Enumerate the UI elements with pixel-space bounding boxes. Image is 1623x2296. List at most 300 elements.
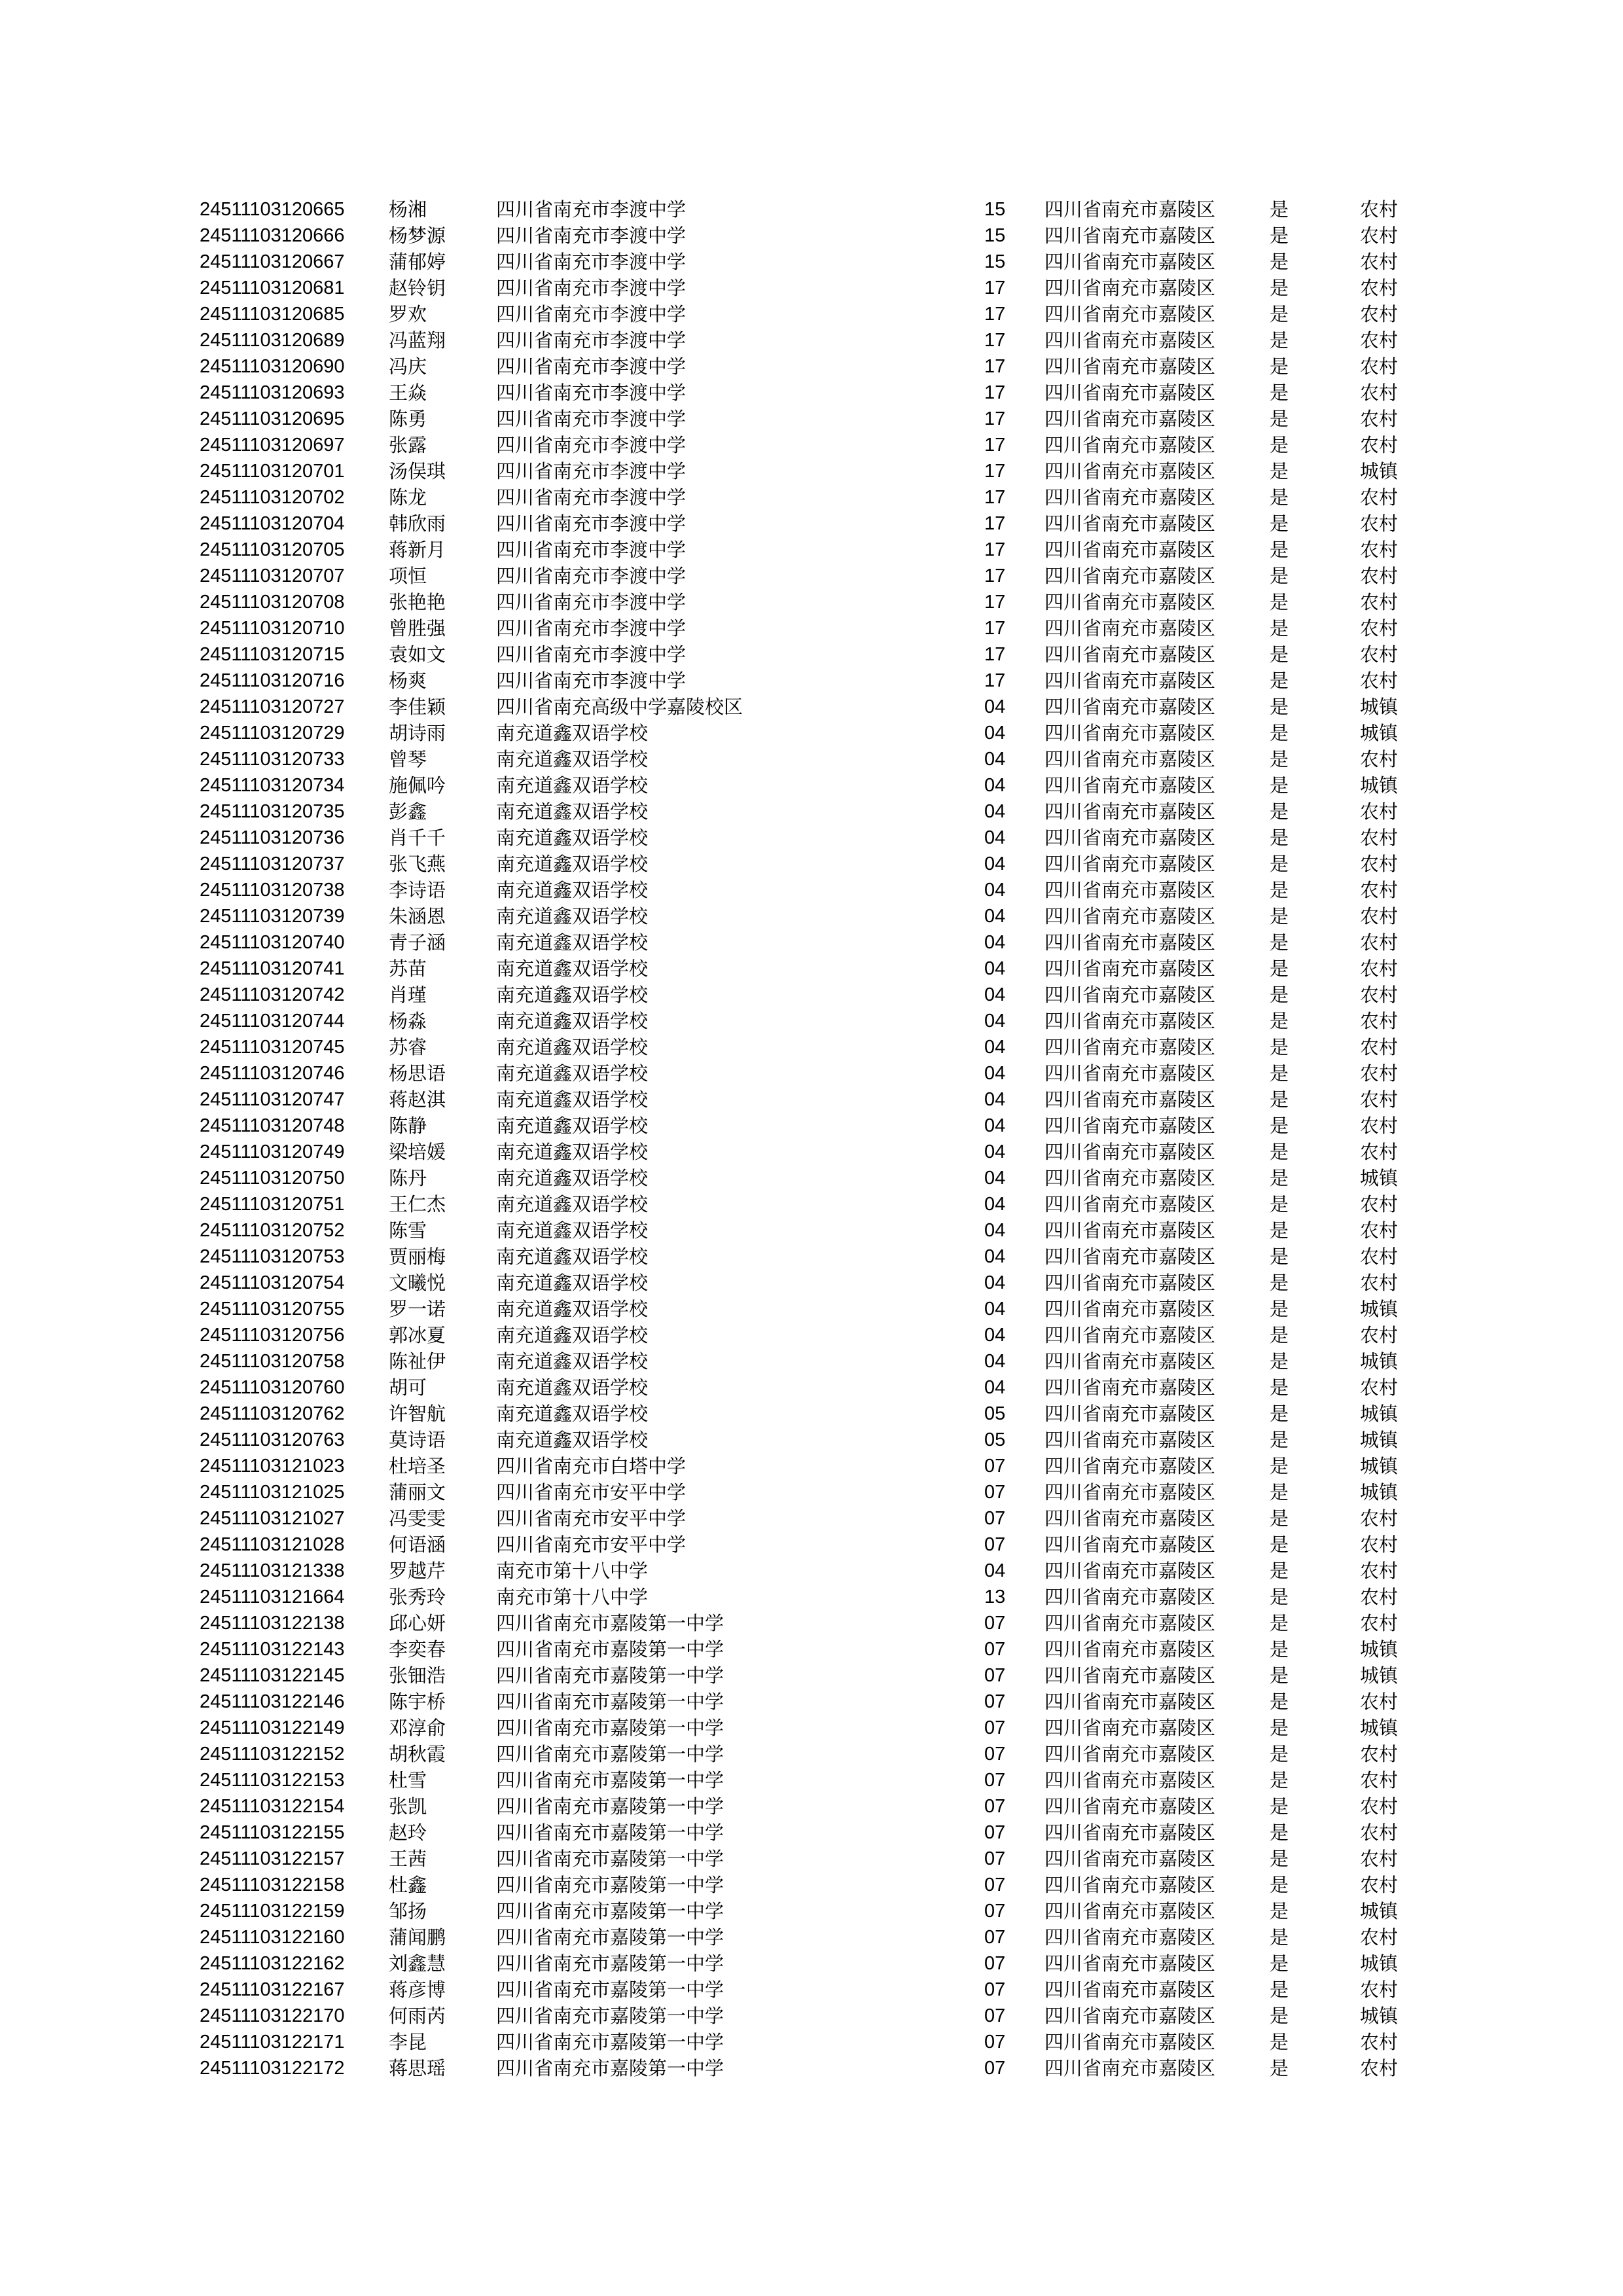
table-row [200, 982, 1425, 1008]
exam-id-cell: 24511103120749 [200, 1141, 345, 1162]
table-row [200, 1872, 1425, 1898]
student-name-cell: 曾胜强 [389, 617, 446, 639]
student-name-cell: 陈静 [389, 1115, 427, 1137]
category-code-cell: 04 [984, 1115, 1006, 1136]
school-name-cell: 南充道鑫双语学校 [496, 905, 649, 927]
school-name-cell: 南充道鑫双语学校 [496, 827, 649, 849]
school-name-cell: 四川省南充市李渡中学 [496, 408, 687, 430]
residence-type-cell: 农村 [1360, 1795, 1399, 1818]
region-cell: 四川省南充市嘉陵区 [1044, 1455, 1216, 1477]
school-name-cell: 四川省南充市李渡中学 [496, 643, 687, 666]
table-row [200, 1820, 1425, 1846]
residence-type-cell: 城镇 [1360, 1900, 1399, 1922]
exam-id-cell: 24511103120695 [200, 408, 345, 429]
category-code-cell: 07 [984, 1744, 1006, 1765]
student-name-cell: 张凯 [389, 1795, 427, 1818]
residence-type-cell: 农村 [1360, 303, 1399, 325]
school-name-cell: 四川省南充市嘉陵第一中学 [496, 1769, 724, 1791]
exam-id-cell: 24511103121028 [200, 1534, 345, 1555]
student-name-cell: 贾丽梅 [389, 1246, 446, 1268]
student-name-cell: 冯蓝翔 [389, 329, 446, 351]
student-name-cell: 王仁杰 [389, 1193, 446, 1215]
student-name-cell: 肖千千 [389, 827, 446, 849]
category-code-cell: 17 [984, 487, 1006, 508]
category-code-cell: 07 [984, 2005, 1006, 2026]
category-code-cell: 15 [984, 251, 1006, 272]
exam-id-cell: 24511103120667 [200, 251, 345, 272]
exam-id-cell: 24511103122152 [200, 1744, 345, 1765]
eligibility-flag-cell: 是 [1270, 591, 1289, 613]
eligibility-flag-cell: 是 [1270, 1167, 1289, 1189]
table-row [200, 1008, 1425, 1034]
student-name-cell: 肖瑾 [389, 984, 427, 1006]
category-code-cell: 17 [984, 382, 1006, 403]
school-name-cell: 南充道鑫双语学校 [496, 722, 649, 744]
residence-type-cell: 农村 [1360, 591, 1399, 613]
table-row [200, 1296, 1425, 1322]
school-name-cell: 四川省南充市嘉陵第一中学 [496, 1926, 724, 1948]
table-row [200, 406, 1425, 432]
student-name-cell: 杨湘 [389, 198, 427, 221]
region-cell: 四川省南充市嘉陵区 [1044, 303, 1216, 325]
exam-id-cell: 24511103120681 [200, 278, 345, 298]
eligibility-flag-cell: 是 [1270, 1691, 1289, 1713]
category-code-cell: 17 [984, 644, 1006, 665]
region-cell: 四川省南充市嘉陵区 [1044, 1010, 1216, 1032]
student-list-table [200, 196, 1425, 2081]
residence-type-cell: 农村 [1360, 486, 1399, 509]
table-row [200, 1793, 1425, 1820]
exam-id-cell: 24511103121027 [200, 1508, 345, 1529]
eligibility-flag-cell: 是 [1270, 1115, 1289, 1137]
school-name-cell: 南充市第十八中学 [496, 1560, 649, 1582]
category-code-cell: 04 [984, 1272, 1006, 1293]
region-cell: 四川省南充市嘉陵区 [1044, 1272, 1216, 1294]
region-cell: 四川省南充市嘉陵区 [1044, 1821, 1216, 1844]
region-cell: 四川省南充市嘉陵区 [1044, 1350, 1216, 1372]
school-name-cell: 南充道鑫双语学校 [496, 1141, 649, 1163]
residence-type-cell: 农村 [1360, 1874, 1399, 1896]
student-name-cell: 陈雪 [389, 1219, 427, 1242]
student-name-cell: 陈丹 [389, 1167, 427, 1189]
table-row [200, 1217, 1425, 1244]
residence-type-cell: 农村 [1360, 1376, 1399, 1399]
table-row [200, 641, 1425, 668]
eligibility-flag-cell: 是 [1270, 643, 1289, 666]
exam-id-cell: 24511103122157 [200, 1848, 345, 1869]
residence-type-cell: 农村 [1360, 382, 1399, 404]
exam-id-cell: 24511103120710 [200, 618, 345, 639]
eligibility-flag-cell: 是 [1270, 434, 1289, 456]
student-name-cell: 苏睿 [389, 1036, 427, 1058]
category-code-cell: 07 [984, 1717, 1006, 1738]
residence-type-cell: 农村 [1360, 251, 1399, 273]
exam-id-cell: 24511103120727 [200, 696, 345, 717]
category-code-cell: 04 [984, 1299, 1006, 1319]
table-row [200, 563, 1425, 589]
eligibility-flag-cell: 是 [1270, 408, 1289, 430]
category-code-cell: 15 [984, 225, 1006, 246]
region-cell: 四川省南充市嘉陵区 [1044, 2031, 1216, 2053]
table-row [200, 1636, 1425, 1662]
eligibility-flag-cell: 是 [1270, 1612, 1289, 1634]
table-row [200, 1741, 1425, 1767]
region-cell: 四川省南充市嘉陵区 [1044, 512, 1216, 535]
exam-id-cell: 24511103120665 [200, 199, 345, 220]
category-code-cell: 17 [984, 565, 1006, 586]
table-row [200, 825, 1425, 851]
eligibility-flag-cell: 是 [1270, 1507, 1289, 1530]
residence-type-cell: 农村 [1360, 1691, 1399, 1713]
exam-id-cell: 24511103120735 [200, 801, 345, 822]
student-name-cell: 邹扬 [389, 1900, 427, 1922]
student-name-cell: 赵玲 [389, 1821, 427, 1844]
school-name-cell: 四川省南充市白塔中学 [496, 1455, 687, 1477]
student-name-cell: 胡可 [389, 1376, 427, 1399]
exam-id-cell: 24511103120763 [200, 1429, 345, 1450]
eligibility-flag-cell: 是 [1270, 1010, 1289, 1032]
school-name-cell: 南充道鑫双语学校 [496, 958, 649, 980]
school-name-cell: 四川省南充市李渡中学 [496, 277, 687, 299]
student-name-cell: 杨思语 [389, 1062, 446, 1085]
residence-type-cell: 农村 [1360, 1507, 1399, 1530]
region-cell: 四川省南充市嘉陵区 [1044, 1167, 1216, 1189]
category-code-cell: 17 [984, 435, 1006, 456]
school-name-cell: 四川省南充市李渡中学 [496, 539, 687, 561]
region-cell: 四川省南充市嘉陵区 [1044, 251, 1216, 273]
student-name-cell: 赵铃钥 [389, 277, 446, 299]
residence-type-cell: 农村 [1360, 1769, 1399, 1791]
eligibility-flag-cell: 是 [1270, 800, 1289, 823]
category-code-cell: 15 [984, 199, 1006, 220]
region-cell: 四川省南充市嘉陵区 [1044, 1062, 1216, 1085]
region-cell: 四川省南充市嘉陵区 [1044, 748, 1216, 770]
student-name-cell: 陈勇 [389, 408, 427, 430]
residence-type-cell: 城镇 [1360, 1664, 1399, 1687]
exam-id-cell: 24511103120708 [200, 592, 345, 613]
school-name-cell: 四川省南充市嘉陵第一中学 [496, 1952, 724, 1975]
region-cell: 四川省南充市嘉陵区 [1044, 2057, 1216, 2079]
category-code-cell: 04 [984, 696, 1006, 717]
exam-id-cell: 24511103120734 [200, 775, 345, 796]
eligibility-flag-cell: 是 [1270, 748, 1289, 770]
school-name-cell: 四川省南充高级中学嘉陵校区 [496, 696, 743, 718]
residence-type-cell: 城镇 [1360, 1717, 1399, 1739]
eligibility-flag-cell: 是 [1270, 565, 1289, 587]
region-cell: 四川省南充市嘉陵区 [1044, 1507, 1216, 1530]
student-name-cell: 冯庆 [389, 355, 427, 378]
eligibility-flag-cell: 是 [1270, 1717, 1289, 1739]
residence-type-cell: 农村 [1360, 879, 1399, 901]
student-name-cell: 张艳艳 [389, 591, 446, 613]
residence-type-cell: 城镇 [1360, 696, 1399, 718]
school-name-cell: 四川省南充市李渡中学 [496, 434, 687, 456]
region-cell: 四川省南充市嘉陵区 [1044, 1403, 1216, 1425]
residence-type-cell: 城镇 [1360, 1455, 1399, 1477]
eligibility-flag-cell: 是 [1270, 382, 1289, 404]
school-name-cell: 四川省南充市嘉陵第一中学 [496, 2057, 724, 2079]
category-code-cell: 04 [984, 801, 1006, 822]
exam-id-cell: 24511103122162 [200, 1953, 345, 1974]
category-code-cell: 17 [984, 461, 1006, 482]
category-code-cell: 04 [984, 1325, 1006, 1346]
category-code-cell: 04 [984, 1063, 1006, 1084]
school-name-cell: 南充道鑫双语学校 [496, 1088, 649, 1111]
exam-id-cell: 24511103120693 [200, 382, 345, 403]
category-code-cell: 05 [984, 1403, 1006, 1424]
eligibility-flag-cell: 是 [1270, 1874, 1289, 1896]
school-name-cell: 南充道鑫双语学校 [496, 1219, 649, 1242]
school-name-cell: 南充道鑫双语学校 [496, 1429, 649, 1451]
region-cell: 四川省南充市嘉陵区 [1044, 224, 1216, 247]
table-row [200, 1767, 1425, 1793]
table-row [200, 1139, 1425, 1165]
exam-id-cell: 24511103121338 [200, 1560, 345, 1581]
category-code-cell: 04 [984, 1377, 1006, 1398]
region-cell: 四川省南充市嘉陵区 [1044, 1246, 1216, 1268]
student-name-cell: 杨梦源 [389, 224, 446, 247]
eligibility-flag-cell: 是 [1270, 224, 1289, 247]
exam-id-cell: 24511103120704 [200, 513, 345, 534]
table-row [200, 1584, 1425, 1610]
school-name-cell: 南充道鑫双语学校 [496, 1036, 649, 1058]
region-cell: 四川省南充市嘉陵区 [1044, 1036, 1216, 1058]
student-name-cell: 陈宇桥 [389, 1691, 446, 1713]
exam-id-cell: 24511103120736 [200, 827, 345, 848]
residence-type-cell: 农村 [1360, 1586, 1399, 1608]
residence-type-cell: 农村 [1360, 1062, 1399, 1085]
region-cell: 四川省南充市嘉陵区 [1044, 277, 1216, 299]
student-name-cell: 张露 [389, 434, 427, 456]
category-code-cell: 17 [984, 356, 1006, 377]
category-code-cell: 04 [984, 1011, 1006, 1031]
eligibility-flag-cell: 是 [1270, 905, 1289, 927]
region-cell: 四川省南充市嘉陵区 [1044, 1848, 1216, 1870]
student-name-cell: 文曦悦 [389, 1272, 446, 1294]
region-cell: 四川省南充市嘉陵区 [1044, 1376, 1216, 1399]
exam-id-cell: 24511103122158 [200, 1874, 345, 1895]
region-cell: 四川省南充市嘉陵区 [1044, 355, 1216, 378]
region-cell: 四川省南充市嘉陵区 [1044, 643, 1216, 666]
exam-id-cell: 24511103122167 [200, 1979, 345, 2000]
table-row [200, 1898, 1425, 1924]
region-cell: 四川省南充市嘉陵区 [1044, 1769, 1216, 1791]
school-name-cell: 南充道鑫双语学校 [496, 1010, 649, 1032]
school-name-cell: 南充道鑫双语学校 [496, 931, 649, 954]
region-cell: 四川省南充市嘉陵区 [1044, 1534, 1216, 1556]
region-cell: 四川省南充市嘉陵区 [1044, 329, 1216, 351]
residence-type-cell: 农村 [1360, 1848, 1399, 1870]
region-cell: 四川省南充市嘉陵区 [1044, 1115, 1216, 1137]
eligibility-flag-cell: 是 [1270, 2057, 1289, 2079]
region-cell: 四川省南充市嘉陵区 [1044, 198, 1216, 221]
exam-id-cell: 24511103121025 [200, 1482, 345, 1503]
category-code-cell: 04 [984, 827, 1006, 848]
region-cell: 四川省南充市嘉陵区 [1044, 696, 1216, 718]
exam-id-cell: 24511103120752 [200, 1220, 345, 1241]
school-name-cell: 四川省南充市嘉陵第一中学 [496, 1900, 724, 1922]
residence-type-cell: 城镇 [1360, 1429, 1399, 1451]
exam-id-cell: 24511103122160 [200, 1927, 345, 1948]
school-name-cell: 四川省南充市嘉陵第一中学 [496, 2005, 724, 2027]
student-name-cell: 张钿浩 [389, 1664, 446, 1687]
category-code-cell: 04 [984, 775, 1006, 796]
region-cell: 四川省南充市嘉陵区 [1044, 1717, 1216, 1739]
category-code-cell: 07 [984, 1456, 1006, 1477]
table-row [200, 1427, 1425, 1453]
table-row [200, 1505, 1425, 1532]
residence-type-cell: 城镇 [1360, 1638, 1399, 1660]
exam-id-cell: 24511103120707 [200, 565, 345, 586]
category-code-cell: 07 [984, 1822, 1006, 1843]
exam-id-cell: 24511103121023 [200, 1456, 345, 1477]
residence-type-cell: 农村 [1360, 617, 1399, 639]
eligibility-flag-cell: 是 [1270, 958, 1289, 980]
eligibility-flag-cell: 是 [1270, 1298, 1289, 1320]
school-name-cell: 南充道鑫双语学校 [496, 1376, 649, 1399]
school-name-cell: 四川省南充市李渡中学 [496, 486, 687, 509]
school-name-cell: 南充市第十八中学 [496, 1586, 649, 1608]
table-row [200, 851, 1425, 877]
eligibility-flag-cell: 是 [1270, 722, 1289, 744]
eligibility-flag-cell: 是 [1270, 1193, 1289, 1215]
eligibility-flag-cell: 是 [1270, 1795, 1289, 1818]
exam-id-cell: 24511103122138 [200, 1613, 345, 1634]
eligibility-flag-cell: 是 [1270, 1979, 1289, 2001]
table-row [200, 1374, 1425, 1401]
region-cell: 四川省南充市嘉陵区 [1044, 1795, 1216, 1818]
eligibility-flag-cell: 是 [1270, 1088, 1289, 1111]
region-cell: 四川省南充市嘉陵区 [1044, 853, 1216, 875]
table-row [200, 249, 1425, 275]
student-name-cell: 苏苗 [389, 958, 427, 980]
student-name-cell: 朱涵恩 [389, 905, 446, 927]
category-code-cell: 07 [984, 1665, 1006, 1686]
eligibility-flag-cell: 是 [1270, 486, 1289, 509]
table-row [200, 1977, 1425, 2003]
school-name-cell: 南充道鑫双语学校 [496, 1167, 649, 1189]
residence-type-cell: 城镇 [1360, 1350, 1399, 1372]
category-code-cell: 04 [984, 1089, 1006, 1110]
eligibility-flag-cell: 是 [1270, 1821, 1289, 1844]
region-cell: 四川省南充市嘉陵区 [1044, 382, 1216, 404]
region-cell: 四川省南充市嘉陵区 [1044, 1481, 1216, 1503]
region-cell: 四川省南充市嘉陵区 [1044, 539, 1216, 561]
school-name-cell: 南充道鑫双语学校 [496, 1350, 649, 1372]
residence-type-cell: 农村 [1360, 1612, 1399, 1634]
category-code-cell: 04 [984, 932, 1006, 953]
table-row [200, 1348, 1425, 1374]
student-name-cell: 曾琴 [389, 748, 427, 770]
table-row [200, 1322, 1425, 1348]
region-cell: 四川省南充市嘉陵区 [1044, 670, 1216, 692]
category-code-cell: 04 [984, 1141, 1006, 1162]
student-name-cell: 彭鑫 [389, 800, 427, 823]
exam-id-cell: 24511103120751 [200, 1194, 345, 1215]
category-code-cell: 07 [984, 1979, 1006, 2000]
school-name-cell: 四川省南充市李渡中学 [496, 251, 687, 273]
eligibility-flag-cell: 是 [1270, 1952, 1289, 1975]
region-cell: 四川省南充市嘉陵区 [1044, 2005, 1216, 2027]
table-row [200, 746, 1425, 772]
student-name-cell: 罗越芹 [389, 1560, 446, 1582]
category-code-cell: 05 [984, 1429, 1006, 1450]
student-name-cell: 王焱 [389, 382, 427, 404]
residence-type-cell: 农村 [1360, 748, 1399, 770]
exam-id-cell: 24511103120702 [200, 487, 345, 508]
eligibility-flag-cell: 是 [1270, 1036, 1289, 1058]
table-row [200, 1924, 1425, 1950]
residence-type-cell: 城镇 [1360, 1403, 1399, 1425]
eligibility-flag-cell: 是 [1270, 1219, 1289, 1242]
region-cell: 四川省南充市嘉陵区 [1044, 827, 1216, 849]
student-name-cell: 陈龙 [389, 486, 427, 509]
exam-id-cell: 24511103122149 [200, 1717, 345, 1738]
table-row [200, 327, 1425, 353]
school-name-cell: 四川省南充市李渡中学 [496, 591, 687, 613]
eligibility-flag-cell: 是 [1270, 696, 1289, 718]
student-name-cell: 蒲丽文 [389, 1481, 446, 1503]
exam-id-cell: 24511103122154 [200, 1796, 345, 1817]
eligibility-flag-cell: 是 [1270, 1560, 1289, 1582]
school-name-cell: 南充道鑫双语学校 [496, 853, 649, 875]
school-name-cell: 四川省南充市李渡中学 [496, 460, 687, 482]
table-row [200, 301, 1425, 327]
category-code-cell: 07 [984, 1770, 1006, 1791]
student-name-cell: 杜培圣 [389, 1455, 446, 1477]
student-name-cell: 韩欣雨 [389, 512, 446, 535]
table-row [200, 1244, 1425, 1270]
exam-id-cell: 24511103120689 [200, 330, 345, 351]
category-code-cell: 17 [984, 618, 1006, 639]
residence-type-cell: 农村 [1360, 1979, 1399, 2001]
region-cell: 四川省南充市嘉陵区 [1044, 958, 1216, 980]
school-name-cell: 南充道鑫双语学校 [496, 774, 649, 797]
student-name-cell: 杜鑫 [389, 1874, 427, 1896]
residence-type-cell: 农村 [1360, 1821, 1399, 1844]
region-cell: 四川省南充市嘉陵区 [1044, 486, 1216, 509]
school-name-cell: 南充道鑫双语学校 [496, 984, 649, 1006]
student-name-cell: 李诗语 [389, 879, 446, 901]
residence-type-cell: 城镇 [1360, 1298, 1399, 1320]
eligibility-flag-cell: 是 [1270, 1141, 1289, 1163]
category-code-cell: 04 [984, 853, 1006, 874]
table-row [200, 1689, 1425, 1715]
category-code-cell: 04 [984, 1246, 1006, 1267]
exam-id-cell: 24511103120685 [200, 304, 345, 325]
school-name-cell: 四川省南充市嘉陵第一中学 [496, 2031, 724, 2053]
table-row [200, 484, 1425, 511]
exam-id-cell: 24511103122170 [200, 2005, 345, 2026]
table-row [200, 1270, 1425, 1296]
eligibility-flag-cell: 是 [1270, 931, 1289, 954]
student-name-cell: 胡秋霞 [389, 1743, 446, 1765]
school-name-cell: 四川省南充市嘉陵第一中学 [496, 1874, 724, 1896]
exam-id-cell: 24511103120753 [200, 1246, 345, 1267]
eligibility-flag-cell: 是 [1270, 1376, 1289, 1399]
category-code-cell: 04 [984, 906, 1006, 927]
residence-type-cell: 农村 [1360, 931, 1399, 954]
table-row [200, 615, 1425, 641]
region-cell: 四川省南充市嘉陵区 [1044, 1900, 1216, 1922]
exam-id-cell: 24511103120755 [200, 1299, 345, 1319]
student-name-cell: 邱心妍 [389, 1612, 446, 1634]
school-name-cell: 四川省南充市嘉陵第一中学 [496, 1664, 724, 1687]
school-name-cell: 四川省南充市嘉陵第一中学 [496, 1795, 724, 1818]
exam-id-cell: 24511103120744 [200, 1011, 345, 1031]
category-code-cell: 17 [984, 330, 1006, 351]
residence-type-cell: 农村 [1360, 1141, 1399, 1163]
